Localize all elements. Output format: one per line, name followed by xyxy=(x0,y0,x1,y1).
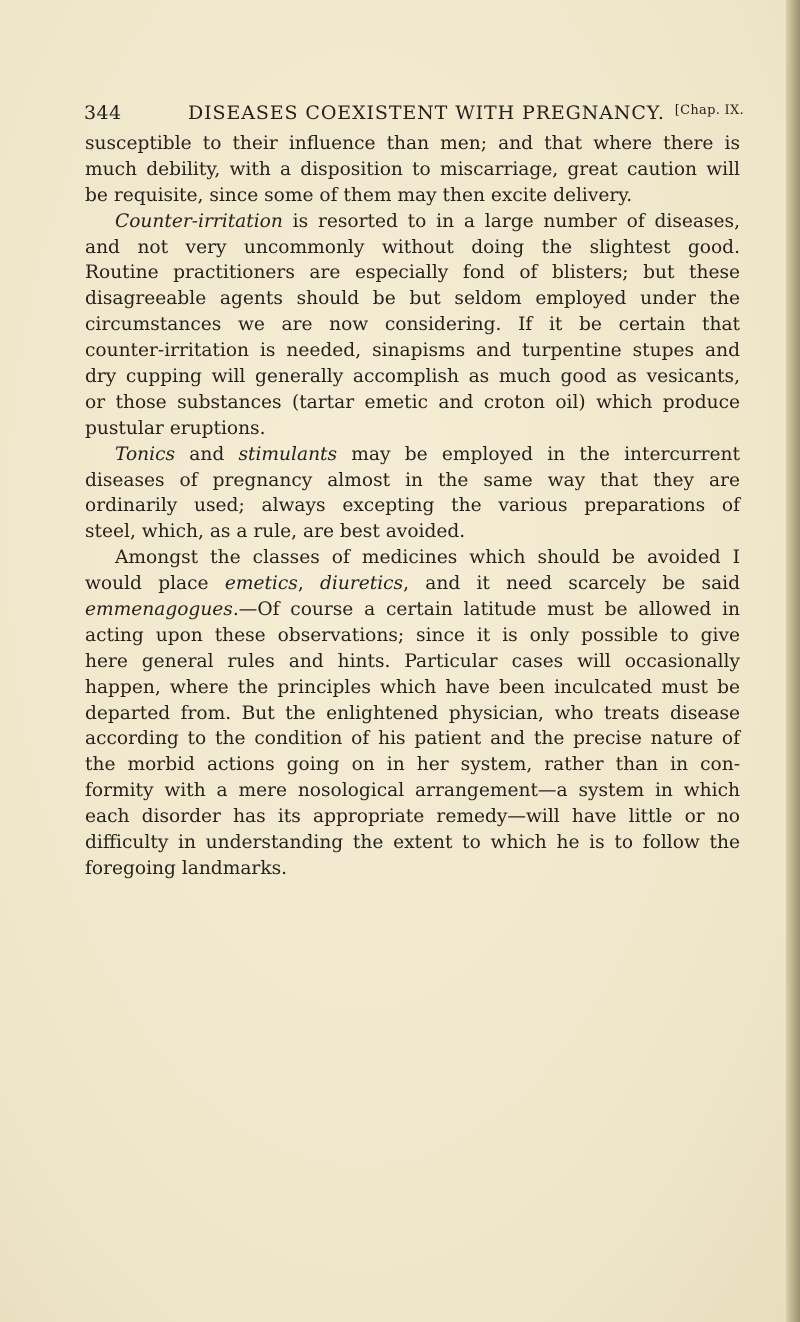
text-line: departed from. But the enlightened physician, who treats disease xyxy=(85,702,740,724)
italic-term: Tonics xyxy=(115,443,176,465)
text-line: or those substances (tartar emetic and croton oil) which produce xyxy=(85,391,740,413)
italic-term: emmenagogues xyxy=(85,599,233,621)
text-line: happen, where the principles which have been inculcated must be xyxy=(85,676,740,698)
text-line: susceptible to their influence than men; and that where there is xyxy=(85,133,740,154)
text-line: pustular eruptions. xyxy=(85,417,266,439)
text-line: Routine practitioners are especially fond of blisters; but these xyxy=(85,262,740,284)
italic-term: emetics xyxy=(224,573,298,595)
page-number: 344 xyxy=(84,102,122,124)
text-line: would place emetics, diuretics, and it need scarcely be said xyxy=(85,573,740,595)
text-line: acting upon these observations; since it is only possible to give xyxy=(85,624,740,646)
text-line: be requisite, since some of them may then excite delivery. xyxy=(85,184,633,206)
text-line: disagreeable agents should be but seldom employed under the xyxy=(85,288,740,310)
text-line: steel, which, as a rule, are best avoided. xyxy=(85,521,466,543)
running-head-title: DISEASES COEXISTENT WITH PREGNANCY. xyxy=(188,102,665,124)
text-line: the morbid actions going on in her system, rather than in con- xyxy=(85,754,740,776)
chapter-reference: [Chap. IX. xyxy=(674,103,744,118)
text-line: foregoing landmarks. xyxy=(85,857,288,879)
text-line: Amongst the classes of medicines which should be avoided I xyxy=(115,547,740,569)
running-header xyxy=(84,102,744,132)
text-line: each disorder has its appropriate remedy—will have little or no xyxy=(85,806,740,828)
text-line: formity with a mere nosological arrangement—a system in which xyxy=(85,780,740,802)
text-line: difficulty in understanding the extent to which he is to follow the xyxy=(85,832,740,854)
text-line: much debility, with a disposition to miscarriage, great caution will xyxy=(85,158,740,180)
italic-term: Counter-irritation xyxy=(115,210,283,232)
text-line: Counter-irritation is resorted to in a large number of diseases, xyxy=(115,210,740,232)
text-line: Tonics and stimulants may be employed in the intercurrent xyxy=(115,443,740,465)
italic-term: diuretics xyxy=(320,573,404,595)
text-line: diseases of pregnancy almost in the same way that they are xyxy=(85,469,740,491)
text-line: dry cupping will generally accomplish as much good as vesicants, xyxy=(85,366,740,388)
text-line: and not very uncommonly without doing the slightest good. xyxy=(85,236,740,258)
text-line: ordinarily used; always excepting the various preparations of xyxy=(85,495,740,517)
text-line: circumstances we are now considering. If it be certain that xyxy=(85,314,740,336)
text-line: counter-irritation is needed, sinapisms and turpentine stupes and xyxy=(85,340,740,362)
italic-term: stimulants xyxy=(238,443,338,465)
text-line: emmenagogues.—Of course a certain latitude must be allowed in xyxy=(85,599,740,621)
page-edge-shadow xyxy=(786,0,800,1322)
text-line: here general rules and hints. Particular cases will occasionally xyxy=(85,650,740,672)
text-line: according to the condition of his patient and the precise nature of xyxy=(85,728,740,750)
body-text xyxy=(85,131,740,882)
